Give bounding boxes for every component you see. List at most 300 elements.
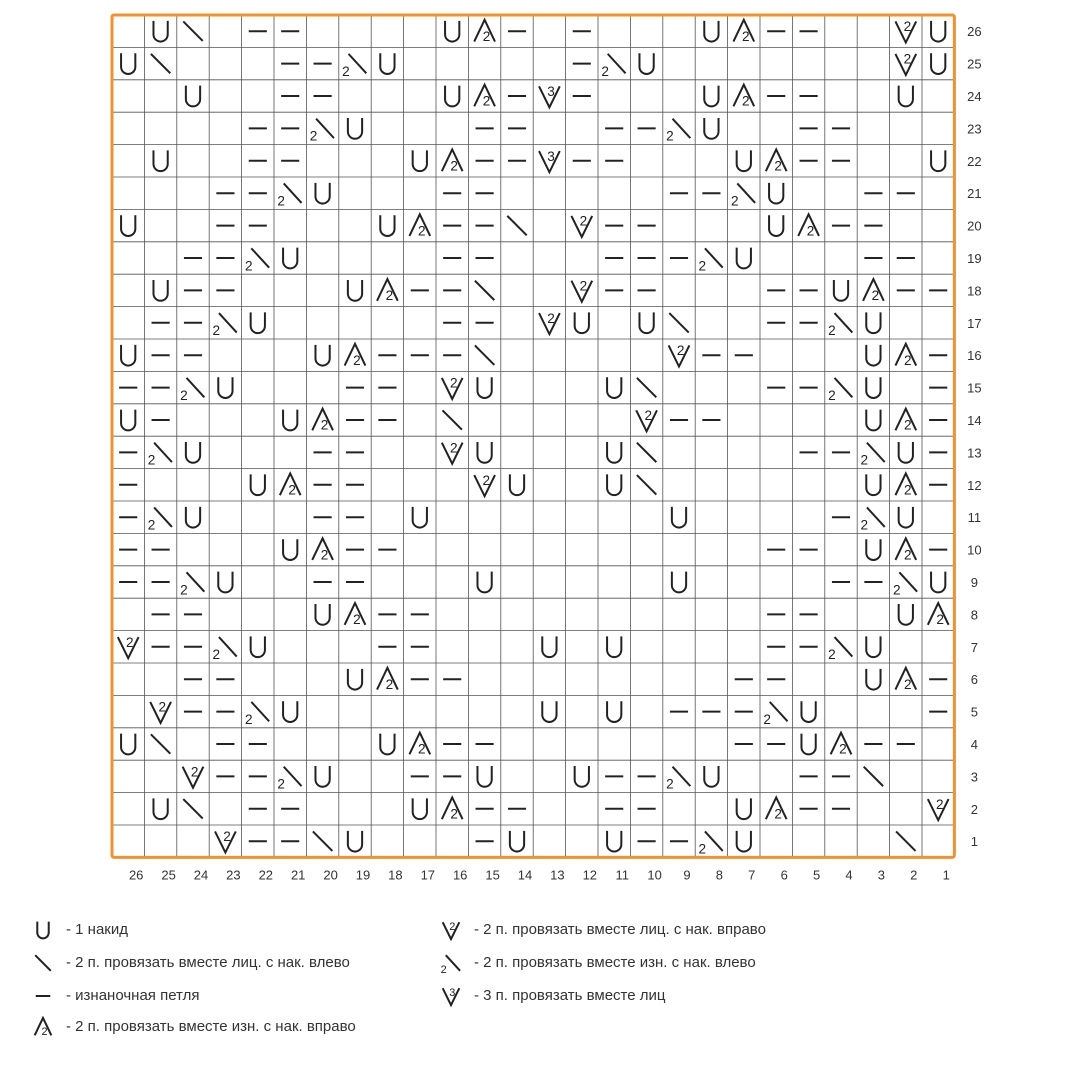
svg-text:2: 2 <box>450 806 458 822</box>
p2tog-left-icon <box>861 507 885 532</box>
svg-text:2: 2 <box>903 417 912 433</box>
row-number: 1 <box>970 834 979 850</box>
k2tog-right-icon <box>636 408 657 431</box>
yarn-over-icon <box>866 474 880 495</box>
column-number: 12 <box>582 867 598 883</box>
yarn-over-icon <box>380 53 394 74</box>
column-number: 5 <box>812 867 821 883</box>
k2tog-right-icon <box>183 764 204 787</box>
legend-label-purl: - изнаночная петля <box>66 986 200 1004</box>
row-number: 4 <box>970 737 979 752</box>
legend-item-p2tog-left <box>436 948 756 976</box>
legend-label-p2tog-left: - 2 п. провязать вместе изн. с нак. влево <box>474 953 756 971</box>
p2tog-right-icon <box>280 473 301 497</box>
yarn-over-icon <box>931 572 945 593</box>
yarn-over-icon <box>510 474 524 495</box>
svg-text:2: 2 <box>828 387 836 403</box>
svg-text:2: 2 <box>741 93 750 109</box>
yarn-over-icon <box>866 410 880 431</box>
column-number: 9 <box>683 867 691 883</box>
p2tog-left-icon <box>148 507 172 532</box>
svg-text:2: 2 <box>871 288 880 304</box>
legend-item-yarn-over <box>28 915 128 943</box>
legend-label-p2tog-right: - 2 п. провязать вместе изн. с нак. вправо <box>66 1017 356 1035</box>
yarn-over-icon <box>672 507 686 528</box>
column-number: 25 <box>161 867 176 883</box>
yarn-over-icon <box>866 377 880 398</box>
p2tog-left-icon <box>245 702 269 727</box>
p2tog-left-icon <box>436 948 466 976</box>
p2tog-right-icon <box>733 85 754 109</box>
svg-text:2: 2 <box>482 28 491 44</box>
svg-text:2: 2 <box>277 193 285 209</box>
k2tog-right-icon <box>669 343 690 366</box>
svg-text:2: 2 <box>147 452 156 468</box>
svg-text:2: 2 <box>892 582 901 598</box>
k2tog-right-icon <box>436 915 466 943</box>
yarn-over-icon <box>672 572 686 593</box>
yarn-over-icon <box>931 21 945 42</box>
k2tog-left-icon <box>896 831 915 850</box>
svg-text:2: 2 <box>698 841 707 857</box>
p2tog-left-icon <box>310 119 334 144</box>
row-number: 6 <box>970 672 979 688</box>
yarn-over-icon <box>348 669 362 690</box>
svg-text:2: 2 <box>903 676 912 692</box>
yarn-over-icon <box>769 215 783 236</box>
row-number: 25 <box>967 56 982 72</box>
yarn-over-icon <box>315 183 329 204</box>
yarn-over-icon <box>607 831 621 852</box>
column-number: 15 <box>485 867 500 883</box>
column-number: 24 <box>193 867 209 883</box>
column-number: 23 <box>226 867 241 883</box>
column-number: 7 <box>748 867 756 883</box>
svg-text:2: 2 <box>147 517 156 533</box>
row-number: 23 <box>967 121 982 137</box>
yarn-over-icon <box>348 118 362 139</box>
row-numbers <box>967 24 981 849</box>
k2tog-left-icon <box>442 410 461 429</box>
yarn-over-icon <box>121 215 135 236</box>
p2tog-left-icon <box>666 119 690 144</box>
legend-item-purl <box>28 981 199 1009</box>
k2tog-right-icon <box>215 829 236 852</box>
yarn-over-icon <box>737 798 751 819</box>
p2tog-right-icon <box>312 409 333 433</box>
svg-text:2: 2 <box>180 582 188 598</box>
yarn-over-icon <box>866 669 880 690</box>
svg-text:2: 2 <box>741 28 750 44</box>
p2tog-right-icon <box>733 20 754 44</box>
svg-text:2: 2 <box>482 93 491 109</box>
svg-text:2: 2 <box>212 647 221 663</box>
svg-text:2: 2 <box>860 517 869 533</box>
p2tog-right-icon <box>928 603 949 627</box>
p2tog-left-icon <box>731 183 755 208</box>
p2tog-right-icon <box>766 797 787 821</box>
row-number: 24 <box>967 89 982 104</box>
svg-text:2: 2 <box>158 699 167 715</box>
svg-text:2: 2 <box>320 547 329 563</box>
row-number: 9 <box>970 575 979 590</box>
yarn-over-icon <box>899 442 913 463</box>
svg-text:2: 2 <box>180 387 188 403</box>
yarn-over-icon <box>737 831 751 852</box>
yarn-over-icon <box>283 410 297 431</box>
yarn-over-icon <box>866 636 880 657</box>
k2tog-left-icon <box>313 831 332 850</box>
svg-text:2: 2 <box>417 741 426 757</box>
yarn-over-icon <box>931 53 945 74</box>
p2tog-right-icon <box>474 20 495 44</box>
k3tog-icon <box>539 84 560 107</box>
svg-text:2: 2 <box>126 634 134 650</box>
k2tog-right-icon <box>895 52 916 75</box>
column-number: 2 <box>910 867 918 883</box>
p2tog-left-icon <box>699 831 723 856</box>
column-number: 20 <box>323 867 338 883</box>
svg-text:2: 2 <box>903 19 912 35</box>
yarn-over-icon <box>866 345 880 366</box>
yarn-over-icon <box>218 572 232 593</box>
k2tog-right-icon <box>928 797 949 820</box>
svg-text:2: 2 <box>450 158 458 174</box>
yarn-over-icon <box>866 539 880 560</box>
row-number: 15 <box>967 380 982 396</box>
legend-label-k3tog: - 3 п. провязать вместе лиц <box>474 986 666 1004</box>
chart-grid <box>112 15 954 857</box>
p2tog-right-icon <box>474 85 495 109</box>
p2tog-left-icon <box>277 183 301 208</box>
svg-text:2: 2 <box>190 764 199 780</box>
p2tog-right-icon <box>895 409 916 433</box>
p2tog-left-icon <box>277 767 301 792</box>
svg-text:2: 2 <box>385 676 394 692</box>
yarn-over-icon <box>186 442 200 463</box>
p2tog-right-icon <box>798 214 819 238</box>
p2tog-right-icon <box>895 538 916 562</box>
svg-text:2: 2 <box>601 63 609 79</box>
svg-text:2: 2 <box>288 482 296 498</box>
yarn-over-icon <box>348 831 362 852</box>
svg-text:2: 2 <box>41 1025 48 1038</box>
yarn-over-icon <box>510 831 524 852</box>
p2tog-right-icon <box>312 538 333 562</box>
k2tog-right-icon <box>539 311 560 334</box>
yarn-over-icon <box>218 377 232 398</box>
svg-text:2: 2 <box>860 452 869 468</box>
column-number: 22 <box>258 867 274 883</box>
yarn-over-icon <box>380 734 394 755</box>
column-number: 17 <box>420 867 436 883</box>
yarn-over-icon <box>380 215 394 236</box>
svg-text:2: 2 <box>579 278 588 294</box>
yarn-over-icon <box>28 915 58 943</box>
k2tog-left-icon <box>28 948 58 976</box>
row-number: 21 <box>967 186 982 202</box>
row-number: 8 <box>970 607 979 623</box>
k2tog-right-icon <box>442 440 463 463</box>
yarn-over-icon <box>153 21 167 42</box>
yarn-over-icon <box>153 798 167 819</box>
svg-text:2: 2 <box>449 921 456 933</box>
k2tog-right-icon <box>150 700 171 723</box>
k2tog-left-icon <box>507 216 526 235</box>
yarn-over-icon <box>899 86 913 107</box>
yarn-over-icon <box>186 507 200 528</box>
yarn-over-icon <box>283 539 297 560</box>
column-number: 1 <box>942 867 950 883</box>
k2tog-left-icon <box>637 443 656 462</box>
p2tog-right-icon <box>895 344 916 368</box>
column-number: 14 <box>517 867 533 883</box>
yarn-over-icon <box>251 474 265 495</box>
p2tog-left-icon <box>828 637 852 662</box>
column-number: 13 <box>550 867 565 883</box>
svg-text:2: 2 <box>547 310 555 326</box>
legend-label-yarn-over: - 1 накид <box>66 920 128 938</box>
p2tog-left-icon <box>828 378 852 403</box>
svg-text:2: 2 <box>223 829 231 845</box>
svg-text:2: 2 <box>353 612 361 628</box>
k3tog-icon <box>539 149 560 172</box>
yarn-over-icon <box>704 21 718 42</box>
yarn-over-icon <box>737 248 751 269</box>
purl-icon <box>28 981 58 1009</box>
svg-text:2: 2 <box>698 258 707 274</box>
svg-text:2: 2 <box>666 776 674 792</box>
yarn-over-icon <box>607 701 621 722</box>
column-number: 11 <box>615 867 629 883</box>
yarn-over-icon <box>348 280 362 301</box>
p2tog-right-icon <box>377 668 398 692</box>
svg-text:2: 2 <box>730 193 739 209</box>
svg-text:2: 2 <box>450 375 458 391</box>
column-numbers <box>129 867 950 882</box>
svg-text:2: 2 <box>644 408 653 423</box>
row-number: 18 <box>967 283 982 299</box>
k2tog-left-icon <box>475 345 494 364</box>
column-number: 18 <box>388 867 403 883</box>
k2tog-right-icon <box>571 278 592 301</box>
svg-text:2: 2 <box>277 776 285 792</box>
yarn-over-icon <box>834 280 848 301</box>
yarn-over-icon <box>704 118 718 139</box>
svg-text:2: 2 <box>936 612 944 628</box>
row-number: 22 <box>967 153 982 169</box>
yarn-over-icon <box>283 248 297 269</box>
p2tog-left-icon <box>342 54 366 79</box>
svg-text:2: 2 <box>320 417 329 433</box>
svg-text:2: 2 <box>244 711 253 727</box>
p2tog-left-icon <box>213 313 237 338</box>
yarn-over-icon <box>704 86 718 107</box>
yarn-over-icon <box>899 507 913 528</box>
row-number: 17 <box>967 315 982 331</box>
svg-text:2: 2 <box>936 796 944 812</box>
yarn-over-icon <box>477 377 491 398</box>
k2tog-right-icon <box>118 635 139 658</box>
k2tog-left-icon <box>637 475 656 494</box>
svg-text:2: 2 <box>828 323 836 339</box>
yarn-over-icon <box>575 766 589 787</box>
p2tog-right-icon <box>409 214 430 238</box>
p2tog-right-icon <box>345 344 366 368</box>
yarn-over-icon <box>445 86 459 107</box>
yarn-over-icon <box>121 410 135 431</box>
yarn-over-icon <box>769 183 783 204</box>
yarn-over-icon <box>607 442 621 463</box>
p2tog-left-icon <box>180 572 204 597</box>
yarn-over-icon <box>121 53 135 74</box>
svg-text:2: 2 <box>244 258 253 274</box>
svg-text:2: 2 <box>763 711 771 727</box>
svg-text:2: 2 <box>450 440 458 456</box>
yarn-over-icon <box>121 345 135 366</box>
k3tog-icon <box>436 981 466 1009</box>
yarn-over-icon <box>899 604 913 625</box>
row-number: 13 <box>967 445 982 461</box>
k2tog-left-icon <box>669 313 688 332</box>
column-number: 19 <box>355 867 371 883</box>
p2tog-left-icon <box>213 637 237 662</box>
svg-text:2: 2 <box>385 288 394 304</box>
yarn-over-icon <box>477 766 491 787</box>
legend-item-k2tog-right <box>436 915 766 943</box>
p2tog-right-icon <box>863 279 884 303</box>
svg-text:2: 2 <box>903 352 912 368</box>
k2tog-left-icon <box>475 281 494 300</box>
yarn-over-icon <box>575 312 589 333</box>
row-number: 2 <box>970 801 979 817</box>
yarn-over-icon <box>542 636 556 657</box>
k2tog-right-icon <box>442 376 463 399</box>
yarn-over-icon <box>251 636 265 657</box>
legend-item-k3tog <box>436 981 666 1009</box>
legend-label-k2tog-left: - 2 п. провязать вместе лиц. с нак. влево <box>66 953 350 971</box>
row-number: 20 <box>967 218 982 234</box>
p2tog-left-icon <box>861 443 885 468</box>
p2tog-left-icon <box>245 248 269 273</box>
row-number: 5 <box>970 704 979 720</box>
yarn-over-icon <box>283 701 297 722</box>
svg-text:2: 2 <box>579 213 588 229</box>
yarn-over-icon <box>315 604 329 625</box>
yarn-over-icon <box>186 86 200 107</box>
yarn-over-icon <box>251 312 265 333</box>
svg-text:2: 2 <box>903 482 912 498</box>
p2tog-right-icon <box>895 668 916 692</box>
svg-text:3: 3 <box>547 148 555 164</box>
k2tog-right-icon <box>571 214 592 237</box>
yarn-over-icon <box>121 734 135 755</box>
yarn-over-icon <box>445 21 459 42</box>
yarn-over-icon <box>801 701 815 722</box>
p2tog-left-icon <box>699 248 723 273</box>
k2tog-right-icon <box>474 473 495 496</box>
yarn-over-icon <box>315 345 329 366</box>
column-number: 6 <box>780 867 788 883</box>
svg-text:2: 2 <box>774 806 782 822</box>
yarn-over-icon <box>153 280 167 301</box>
yarn-over-icon <box>413 798 427 819</box>
svg-text:2: 2 <box>440 963 447 976</box>
row-number: 19 <box>967 251 982 266</box>
k2tog-left-icon <box>183 799 202 818</box>
p2tog-left-icon <box>763 702 787 727</box>
yarn-over-icon <box>639 53 653 74</box>
yarn-over-icon <box>413 150 427 171</box>
row-number: 10 <box>967 542 982 558</box>
p2tog-right-icon <box>895 473 916 497</box>
yarn-over-icon <box>315 766 329 787</box>
p2tog-right-icon <box>409 733 430 757</box>
svg-text:2: 2 <box>417 223 426 239</box>
column-number: 10 <box>647 867 662 883</box>
row-number: 11 <box>967 510 982 526</box>
svg-text:2: 2 <box>676 343 685 359</box>
p2tog-left-icon <box>180 378 204 403</box>
yarn-over-icon <box>639 312 653 333</box>
p2tog-right-icon <box>766 149 787 173</box>
legend-item-p2tog-right <box>28 1012 356 1040</box>
p2tog-right-icon <box>442 797 463 821</box>
p2tog-right-icon <box>345 603 366 627</box>
k2tog-left-icon <box>151 734 170 753</box>
k2tog-left-icon <box>637 378 656 397</box>
svg-text:2: 2 <box>839 741 847 757</box>
svg-text:2: 2 <box>806 223 815 239</box>
column-number: 21 <box>290 867 306 883</box>
svg-text:2: 2 <box>828 647 836 663</box>
column-number: 3 <box>877 867 886 883</box>
p2tog-right-icon <box>831 733 852 757</box>
legend-item-k2tog-left <box>28 948 350 976</box>
svg-text:2: 2 <box>666 128 674 144</box>
yarn-over-icon <box>931 150 945 171</box>
yarn-over-icon <box>153 150 167 171</box>
svg-text:2: 2 <box>353 352 361 368</box>
row-number: 26 <box>967 24 982 40</box>
row-number: 7 <box>970 639 979 655</box>
p2tog-right-icon <box>377 279 398 303</box>
svg-text:2: 2 <box>903 547 912 563</box>
column-number: 16 <box>452 867 468 883</box>
p2tog-left-icon <box>148 443 172 468</box>
yarn-over-icon <box>737 150 751 171</box>
legend-label-k2tog-right: - 2 п. провязать вместе лиц. с нак. вправо <box>474 920 766 938</box>
svg-text:3: 3 <box>449 987 456 999</box>
yarn-over-icon <box>801 734 815 755</box>
yarn-over-icon <box>413 507 427 528</box>
column-number: 4 <box>845 867 853 883</box>
svg-text:2: 2 <box>309 128 318 144</box>
k2tog-left-icon <box>864 767 883 786</box>
p2tog-right-icon <box>28 1012 58 1040</box>
yarn-over-icon <box>477 572 491 593</box>
row-number: 12 <box>967 477 982 493</box>
yarn-over-icon <box>542 701 556 722</box>
yarn-over-icon <box>477 442 491 463</box>
yarn-over-icon <box>704 766 718 787</box>
row-number: 16 <box>967 348 982 364</box>
p2tog-left-icon <box>828 313 852 338</box>
yarn-over-icon <box>607 377 621 398</box>
svg-text:2: 2 <box>212 323 221 339</box>
p2tog-left-icon <box>893 572 917 597</box>
svg-text:3: 3 <box>547 84 555 99</box>
